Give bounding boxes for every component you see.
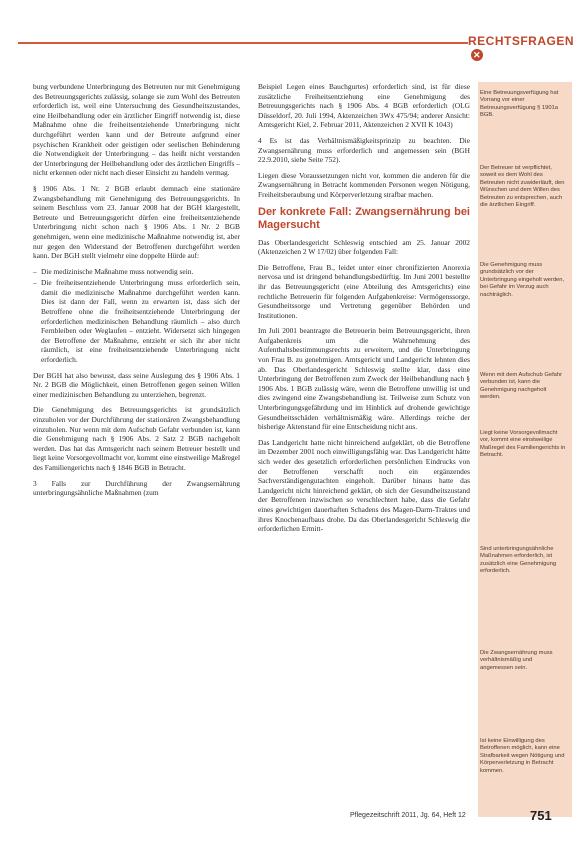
paragraph: Der BGH hat also bewusst, dass seine Auslegung des § 1906 Abs. 1 Nr. 2 BGB die Möglichkeit, einen Betroffenen gegen seinen Willen einer medizinischen Behandlung zu unterziehen, begrenzt. bbox=[33, 370, 240, 399]
margin-note: Der Betreuer ist verpflichtet, soweit es dem Wohl des Betreuten nicht zuwiderläuft, den Wünschen und dem Willen des Betreuten zu entsprechen, auch die ärztlichen Eingriff. bbox=[480, 165, 565, 209]
margin-note: Ist keine Einwilligung des Betroffenen möglich, kann eine Strafbarkeit wegen Nötigung und Körperverletzung in Betracht kommen. bbox=[480, 738, 565, 774]
paragraph: 4 Es ist das Verhältnismäßigkeitsprinzip zu beachten. Die Zwangsernährung muss erforderlich und angemessen sein (BGH 22.9.2010, siehe Seite 752). bbox=[258, 135, 470, 165]
paragraph: Liegen diese Voraussetzungen nicht vor, kommen die anderen für die Zwangsernährung in Betracht kommenden Personen wegen Nötigung, Freiheitsberaubung und Körperverletzung strafbar machen. bbox=[258, 170, 470, 199]
paragraph: Beispiel Legen eines Bauchgurtes) erforderlich sind, ist für diese zusätzliche Freiheitsentziehung eine Genehmigung des Betreuungsgerichts nach § 1906 Abs. 4 BGB erforderlich (OLG Düsseldorf, 20. Juli 1994, Aktenzeichen 3Wx 475/94; anderer Ansicht: Amtsgericht Kiel, 2. Februar 2011, Aktenzeichen 2 XVII K 1043) bbox=[258, 82, 470, 130]
paragraph: bung verbundene Unterbringung des Betreuten nur mit Genehmigung des Betreuungsgerichts zulässig, solange sie zum Wohl des Betreuten erforderlich ist, weil eine Untersuchung des Gesundheitszustandes, eine Heilbehandlung oder ein ärztlicher Eingriff notwendig ist, diese Maßnahme ohne die freiheitsentziehende Unterbringung nicht durchgeführt werden kann und der Betreute aufgrund einer psychischen Krankheit oder geistigen oder seelischen Behinderung die Notwendigkeit der Unterbringung – das heißt nicht verstanden der Unterbringung der Heilbehandlung oder des ärztlichen Eingriffs – nicht erkennen oder nicht nach dieser Einsicht zu handeln vermag. bbox=[33, 82, 240, 178]
section-heading: Der konkrete Fall: Zwangsernährung bei Magersucht bbox=[258, 205, 470, 231]
page-number: 751 bbox=[530, 808, 552, 823]
margin-note: Die Zwangsernährung muss verhältnismäßig und angemessen sein. bbox=[480, 650, 553, 671]
section-label: RECHTSFRAGEN✕ bbox=[468, 34, 575, 60]
paragraph: § 1906 Abs. 1 Nr. 2 BGB erlaubt demnach eine stationäre Zwangsbehandlung mit Genehmigung des Betreuungsgerichts. In seinem Beschluss vom 23. Januar 2008 hat der BGH klargestellt, Betreute und Betreuungsgericht dürfen eine freiheitsentziehende Unterbringung nicht schon nach § 1906 Abs. 1 Nr. 2 BGB genehmigen, wenn eine medizinische Maßnahme notwendig ist, aber nur gegen den Widerstand der Betroffenen durchgeführt werden kann. Der BGH stellt vielmehr eine doppelte Hürde auf: bbox=[33, 183, 240, 261]
paragraph: Die Betroffene, Frau B., leidet unter einer chronifizierten Anorexia nervosa und ist dringend behandlungsbedürftig. Im Juni 2001 bestellte ihr das Betreuungsgericht (eine Abteilung des Amtsgerichts) eine rechtliche Betreuerin für folgenden Aufgabenkreise: Vermögenssorge, Gesundheitssorge und Vertretung gegenüber Behörden und Institutionen. bbox=[258, 262, 470, 320]
paragraph: Das Oberlandesgericht Schleswig entschied am 25. Januar 2002 (Aktenzeichen 2 W 17/02) über folgenden Fall: bbox=[258, 237, 470, 257]
journal-citation: Pflegezeitschrift 2011, Jg. 64, Heft 12 bbox=[350, 812, 466, 819]
paragraph: Die Genehmigung des Betreuungsgerichts ist grundsätzlich einzuholen vor der Durchführung der stationären Zwangsbehandlung einzuholen. Nur wenn mit dem Aufschub Gefahr verbunden ist, kann die Genehmigung nach § 1906 Abs. 2 Satz 2 BGB nachgeholt werden. Das hat das Amtsgericht nach seinem Betreuer bestellt und liegt keine Vorsorgevollmacht vor, kommt eine einstweilige Maßregel des Familiengerichts nach § 1846 BGB in Betracht. bbox=[33, 405, 240, 472]
list-item: – Die medizinische Maßnahme muss notwendig sein. bbox=[41, 267, 240, 277]
margin-note: Eine Betreuungsverfügung hat Vorrang vor einer Betreuungsverfügung § 1901a BGB. bbox=[480, 90, 559, 119]
paragraph: Das Landgericht hatte nicht hinreichend aufgeklärt, ob die Betroffene im Dezember 2001 noch einwilligungsfähig war. Das Landgericht hätte sich weder des gesetzlich erforderlichen persönlichen Eindrucks von der Betroffenen verschafft noch ein ergänzendes Sachverständigengutachten eingeholt. Darüber hinaus hatte das Landgericht nicht hinreichend geklärt, ob sich der Gesundheitszustand der Betroffenen inzwischen so verschlechtert habe, dass die Gefahr eines gewichtigen dauerhaften Schadens des Magen-Darm-Traktes und ihres Knochenaufbaus drohe. Da das Oberlandesgericht Schleswig die erforderlichen Ermitt- bbox=[258, 437, 470, 534]
paragraph: 3 Falls zur Durchführung der Zwangsernährung unterbringungsähnliche Maßnahmen (zum bbox=[33, 478, 240, 498]
text-column-right bbox=[258, 82, 470, 540]
text-column-left bbox=[33, 82, 240, 504]
margin-note: Wenn mit dem Aufschub Gefahr verbunden ist, kann die Genehmigung nachgeholt werden. bbox=[480, 372, 563, 401]
section-mark-icon: ✕ bbox=[472, 50, 482, 60]
margin-note: Sind unterbringungsähnliche Maßnahmen erforderlich, ist zusätzlich eine Genehmigung erforderlich. bbox=[480, 546, 557, 575]
paragraph: Im Juli 2001 beantragte die Betreuerin beim Betreuungsgericht, ihren Aufgabenkreis um die Wahrnehmung des Aufenthaltsbestimmungsrechts zu erweitern, und die Unterbringung von Frau B. zu genehmigen. Amtsgericht und Landgericht lehnten dies ab. Das Oberlandesgericht Schleswig stellte klar, dass eine Unterbringung der Betroffenen zum Zweck der Heilbehandlung nach § 1906 Abs. 1 BGB zulässig wäre, wenn die Betroffene unwillig ist und dies zwingend eine Zwangsbehandlung ist. Teilweise zum Schutz von Unterbringungsgefährdung und im Hinblick auf drohende gewichtige Gesundheitsschäden verhältnismäßig wäre. Allerdings reiche der bisherige Aktenstand für eine Entscheidung nicht aus. bbox=[258, 326, 470, 432]
header-rule bbox=[18, 42, 468, 44]
margin-note: Die Genehmigung muss grundsätzlich vor der Unterbringung eingeholt werden, bei Gefahr im Verzug auch nachträglich. bbox=[480, 262, 565, 298]
list-item: – Die freiheitsentziehende Unterbringung muss erforderlich sein, damit die medizinische Maßnahme durchgeführt werden kann. Dies ist dann der Fall, wenn zu erwarten ist, dass sich der Betroffene ohne die freiheitsentziehende Unterbringung der erforderlichen medizinischen Behandlung räumlich – also durch Fernbleiben oder Weglaufen – entzieht. Widersetzt sich hingegen der Betroffene der Maßnahme, entzieht er sich ihr aber nicht räumlich, ist eine freiheitsentziehende Unterbringung nicht erforderlich. bbox=[41, 278, 240, 364]
bullet-list bbox=[33, 267, 240, 365]
margin-note: Liegt keine Vorsorgevollmacht vor, kommt eine einstweilige Maßregel des Familiengerichts in Betracht. bbox=[480, 430, 566, 459]
